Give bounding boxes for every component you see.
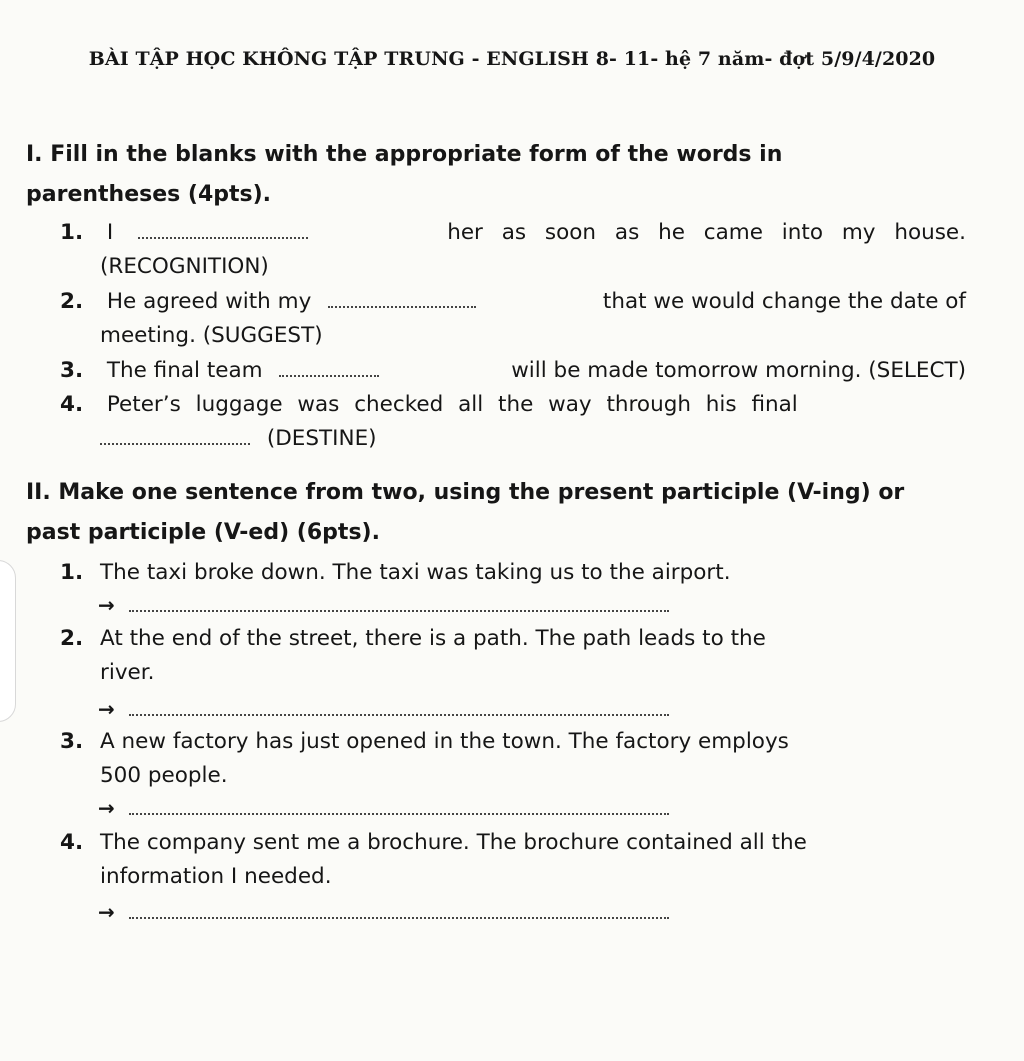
question-number: 2. [60, 289, 84, 314]
answer-blank[interactable] [138, 217, 308, 239]
arrow-icon: → [98, 593, 115, 617]
s2-answer-line-3 [98, 793, 669, 823]
question-hint: (RECOGNITION) [100, 254, 269, 279]
question-text-after: that we would change the date of [602, 289, 966, 314]
question-line-1: The taxi broke down. The taxi was taking us to the airport. [100, 560, 731, 585]
s2-question-3 [60, 725, 966, 793]
question-line-2: river. [100, 660, 155, 685]
section-1-heading-line1: I. Fill in the blanks with the appropriate form of the words in [26, 142, 783, 167]
question-text-before: The final team [106, 358, 263, 383]
question-line-1: The company sent me a brochure. The brochure contained all the [100, 830, 807, 855]
answer-blank[interactable] [129, 795, 669, 815]
answer-blank[interactable] [279, 355, 379, 377]
question-text-before: Peter’s luggage was checked all the way through his final [106, 392, 798, 417]
arrow-icon: → [98, 697, 115, 721]
question-line-1: At the end of the street, there is a path. The path leads to the [100, 626, 766, 651]
page-title: BÀI TẬP HỌC KHÔNG TẬP TRUNG - ENGLISH 8- 11- hệ 7 năm- đợt 5/9/4/2020 [88, 48, 936, 70]
answer-blank[interactable] [129, 899, 669, 919]
question-line-1: A new factory has just opened in the town. The factory employs [100, 729, 789, 754]
section-2-heading [26, 473, 968, 553]
question-number: 3. [60, 729, 84, 754]
section-1-heading [26, 135, 968, 215]
question-number: 4. [60, 830, 84, 855]
s2-question-1 [60, 556, 966, 590]
question-line-2: 500 people. [100, 763, 228, 788]
answer-blank[interactable] [129, 696, 669, 716]
question-line-2: information I needed. [100, 864, 332, 889]
page-edge-shadow [0, 560, 16, 722]
arrow-icon: → [98, 796, 115, 820]
section-2-heading-line2: past participle (V-ed) (6pts). [26, 520, 380, 545]
arrow-icon: → [98, 900, 115, 924]
question-text-after: her as soon as he came into my house. [447, 220, 966, 245]
question-number: 1. [60, 220, 84, 245]
answer-blank[interactable] [100, 423, 250, 445]
s2-question-2 [60, 622, 966, 690]
s2-answer-line-1 [98, 590, 669, 620]
question-number: 3. [60, 358, 84, 383]
question-hint: meeting. (SUGGEST) [100, 323, 323, 348]
section-2-heading-line1: II. Make one sentence from two, using the present participle (V-ing) or [26, 480, 905, 505]
s1-question-3 [60, 354, 966, 388]
question-number: 4. [60, 392, 84, 417]
question-number: 2. [60, 626, 84, 651]
s1-question-4 [60, 388, 966, 456]
answer-blank[interactable] [328, 286, 476, 308]
question-number: 1. [60, 560, 84, 585]
question-text-before: He agreed with my [106, 289, 312, 314]
s2-question-4 [60, 826, 966, 894]
question-text-before: I [106, 220, 114, 245]
section-1-heading-line2: parentheses (4pts). [26, 182, 272, 207]
s2-answer-line-4 [98, 897, 669, 927]
s1-question-1 [60, 216, 966, 284]
s1-question-2 [60, 285, 966, 353]
s2-answer-line-2 [98, 694, 669, 724]
question-text-after: will be made tomorrow morning. (SELECT) [511, 358, 966, 383]
question-hint: (DESTINE) [266, 426, 377, 451]
answer-blank[interactable] [129, 592, 669, 612]
